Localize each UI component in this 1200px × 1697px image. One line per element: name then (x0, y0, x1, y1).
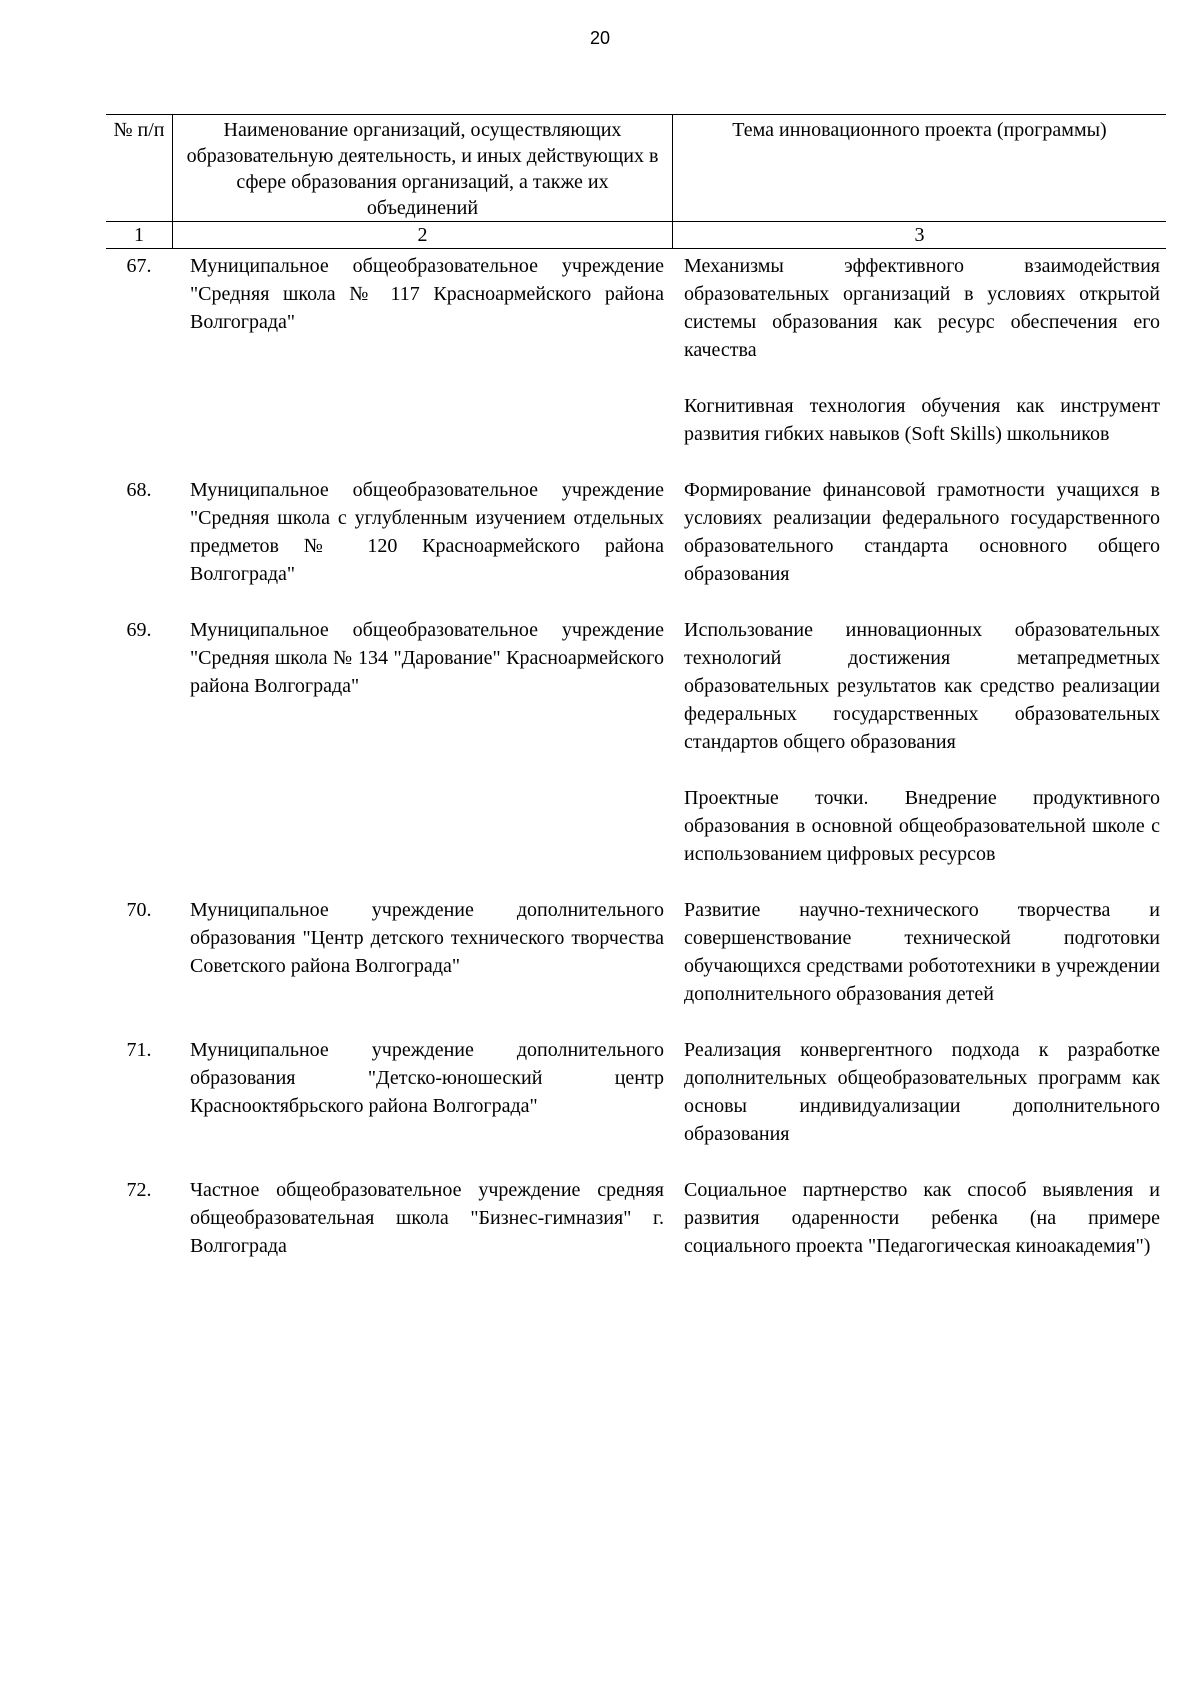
organization-name: Муниципальное учреждение дополнительного образования "Центр детского технического творчества Советского района Волгограда" (190, 899, 664, 977)
organization-name: Муниципальное общеобразовательное учреждение "Средняя школа № 134 "Дарование" Красноармейского района Волгограда" (190, 619, 664, 697)
header-organization: Наименование организаций, осуществляющих образовательную деятельность, и иных действующих в сфере образования организаций, а также их объединений (172, 115, 672, 221)
row-number: 71. (126, 1039, 152, 1061)
project-topic: Механизмы эффективного взаимодействия образовательных организаций в условиях открытой системы образования как ресурс обеспечения его качества (684, 255, 1160, 361)
column-numbers-row (106, 222, 1166, 249)
row-number: 69. (126, 619, 152, 641)
column-number: 2 (172, 222, 672, 248)
project-topic: Социальное партнерство как способ выявления и развития одаренности ребенка (на примере социального проекта "Педагогическая киноакадемия") (684, 1179, 1160, 1257)
table-row (106, 252, 1166, 448)
project-topic: Формирование финансовой грамотности учащихся в условиях реализации федерального государственного образовательного стандарта основного общего образования (684, 479, 1160, 585)
table-row (106, 476, 1166, 588)
table-body (106, 252, 1166, 1260)
project-topics (672, 1036, 1166, 1148)
project-topic: Реализация конвергентного подхода к разработке дополнительных общеобразовательных программ как основы индивидуализации дополнительного образования (684, 1039, 1160, 1145)
project-topics (672, 896, 1166, 1008)
row-number: 70. (126, 899, 152, 921)
organization-name: Муниципальное общеобразовательное учреждение "Средняя школа с углубленным изучением отдельных предметов № 120 Красноармейского района Волгограда" (190, 479, 664, 585)
header-topic: Тема инновационного проекта (программы) (672, 115, 1166, 221)
page-number: 20 (589, 28, 611, 48)
project-topics (672, 476, 1166, 588)
organization-name: Муниципальное учреждение дополнительного образования "Детско-юношеский центр Краснооктябрьского района Волгограда" (190, 1039, 664, 1117)
organization-name: Частное общеобразовательное учреждение средняя общеобразовательная школа "Бизнес-гимназия" г. Волгограда (190, 1179, 664, 1257)
project-topic: Развитие научно-технического творчества и совершенствование технической подготовки обучающихся средствами робототехники в учреждении дополнительного образования детей (684, 899, 1160, 1005)
table-header (106, 114, 1166, 222)
project-topic: Использование инновационных образовательных технологий достижения метапредметных образовательных результатов как средство реализации федеральных государственных образовательных стандартов общего образования (684, 619, 1160, 753)
row-number: 67. (126, 255, 152, 277)
project-topic: Когнитивная технология обучения как инструмент развития гибких навыков (Soft Skills) школьников (684, 395, 1160, 445)
project-topics (672, 616, 1166, 868)
row-number: 72. (126, 1179, 152, 1201)
table-row (106, 616, 1166, 868)
project-topics (672, 1176, 1166, 1260)
column-number: 1 (134, 224, 144, 246)
project-topic: Проектные точки. Внедрение продуктивного образования в основной общеобразовательной школе с использованием цифровых ресурсов (684, 787, 1160, 865)
project-topics (672, 252, 1166, 448)
projects-table (106, 114, 1166, 1288)
organization-name: Муниципальное общеобразовательное учреждение "Средняя школа № 117 Красноармейского района Волгограда" (190, 255, 664, 333)
table-row (106, 1176, 1166, 1260)
column-number: 3 (672, 222, 1166, 248)
table-row (106, 1036, 1166, 1148)
row-number: 68. (126, 479, 152, 501)
table-row (106, 896, 1166, 1008)
header-number: № п/п (113, 119, 165, 141)
